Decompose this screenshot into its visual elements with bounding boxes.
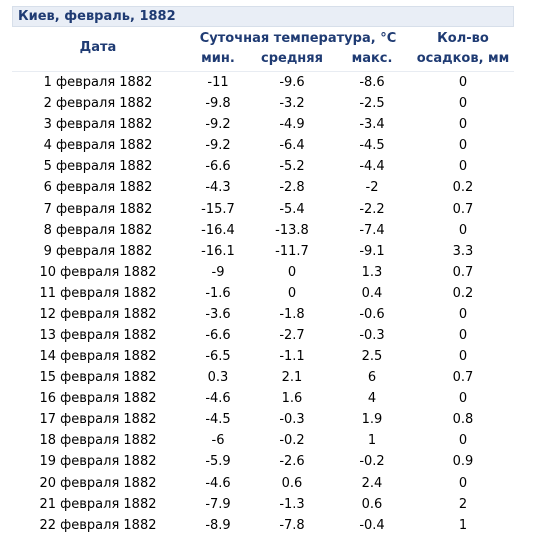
cell-max: -0.6	[359, 306, 385, 322]
cell-max: 6	[367, 370, 377, 386]
table-row	[12, 198, 514, 219]
cell-avg: -11.7	[275, 243, 309, 259]
cell-precip: 0.8	[452, 412, 474, 428]
cell-precip: 0	[458, 117, 468, 133]
cell-min: -4.5	[205, 412, 231, 428]
cell-date: 9 февраля 1882	[43, 243, 153, 259]
cell-precip: 0.7	[452, 370, 474, 386]
cell-min: -9	[211, 264, 225, 280]
header-precip-line2: осадков, мм	[416, 51, 510, 66]
cell-max: 1	[367, 433, 377, 449]
cell-min: -16.1	[201, 243, 235, 259]
table-row	[12, 472, 514, 493]
cell-precip: 0	[458, 475, 468, 491]
cell-precip: 0	[458, 433, 468, 449]
cell-min: -7.9	[205, 496, 231, 512]
cell-min: -9.2	[205, 138, 231, 154]
cell-date: 10 февраля 1882	[39, 264, 157, 280]
cell-avg: -5.2	[279, 159, 305, 175]
cell-avg: -2.8	[279, 180, 305, 196]
cell-precip: 0	[458, 391, 468, 407]
cell-avg: -3.2	[279, 96, 305, 112]
cell-max: -4.4	[359, 159, 385, 175]
cell-max: 2.4	[361, 475, 383, 491]
cell-avg: -0.2	[279, 433, 305, 449]
cell-min: -6.5	[205, 349, 231, 365]
table-row	[12, 451, 514, 472]
table-row	[12, 409, 514, 430]
cell-max: 4	[367, 391, 377, 407]
table-body	[12, 72, 514, 536]
cell-avg: -5.4	[279, 201, 305, 217]
table-row	[12, 241, 514, 262]
table-row	[12, 346, 514, 367]
cell-precip: 0	[458, 159, 468, 175]
cell-avg: -2.6	[279, 454, 305, 470]
cell-date: 4 февраля 1882	[43, 138, 153, 154]
cell-min: -9.8	[205, 96, 231, 112]
cell-date: 7 февраля 1882	[43, 201, 153, 217]
cell-max: 1.3	[361, 264, 383, 280]
cell-min: -6.6	[205, 327, 231, 343]
table-row	[12, 156, 514, 177]
weather-table	[12, 72, 514, 536]
cell-max: -2.2	[359, 201, 385, 217]
cell-max: -3.4	[359, 117, 385, 133]
cell-date: 12 февраля 1882	[39, 306, 157, 322]
table-row	[12, 220, 514, 241]
cell-date: 16 февраля 1882	[39, 391, 157, 407]
table-title: Киев, февраль, 1882	[12, 6, 514, 27]
cell-min: -5.9	[205, 454, 231, 470]
cell-avg: -0.3	[279, 412, 305, 428]
cell-precip: 0	[458, 75, 468, 91]
table-row	[12, 430, 514, 451]
cell-avg: -1.1	[279, 349, 305, 365]
header-max: макс.	[351, 51, 393, 66]
cell-date: 3 февраля 1882	[43, 117, 153, 133]
table-row	[12, 325, 514, 346]
cell-max: -9.1	[359, 243, 385, 259]
table-row	[12, 177, 514, 198]
table-row	[12, 283, 514, 304]
cell-precip: 2	[458, 496, 468, 512]
cell-min: -11	[207, 75, 229, 91]
table-row	[12, 93, 514, 114]
cell-max: 1.9	[361, 412, 383, 428]
cell-precip: 0	[458, 138, 468, 154]
cell-precip: 0.2	[452, 180, 474, 196]
cell-max: 0.6	[361, 496, 383, 512]
cell-avg: 0	[287, 264, 297, 280]
table-row	[12, 72, 514, 93]
cell-date: 22 февраля 1882	[39, 517, 157, 533]
cell-date: 6 февраля 1882	[43, 180, 153, 196]
cell-precip: 3.3	[452, 243, 474, 259]
header-temperature: Суточная температура, °С	[199, 31, 397, 46]
cell-min: -6.6	[205, 159, 231, 175]
cell-date: 5 февраля 1882	[43, 159, 153, 175]
cell-max: -0.3	[359, 327, 385, 343]
cell-date: 21 февраля 1882	[39, 496, 157, 512]
cell-avg: 0.6	[281, 475, 303, 491]
cell-avg: -7.8	[279, 517, 305, 533]
cell-avg: -9.6	[279, 75, 305, 91]
table-row	[12, 114, 514, 135]
table-row	[12, 135, 514, 156]
header-min: мин.	[201, 51, 235, 66]
header-precip-line1: Кол-во	[437, 31, 489, 46]
cell-precip: 0.9	[452, 454, 474, 470]
cell-avg: -1.8	[279, 306, 305, 322]
cell-date: 20 февраля 1882	[39, 475, 157, 491]
cell-date: 19 февраля 1882	[39, 454, 157, 470]
cell-precip: 0	[458, 306, 468, 322]
cell-avg: -4.9	[279, 117, 305, 133]
header-avg: средняя	[260, 51, 323, 66]
cell-avg: -6.4	[279, 138, 305, 154]
cell-precip: 1	[458, 517, 468, 533]
table-row	[12, 515, 514, 536]
cell-precip: 0	[458, 96, 468, 112]
cell-precip: 0.7	[452, 201, 474, 217]
cell-precip: 0	[458, 349, 468, 365]
cell-date: 18 февраля 1882	[39, 433, 157, 449]
cell-precip: 0.2	[452, 285, 474, 301]
table-row	[12, 304, 514, 325]
cell-min: -4.6	[205, 391, 231, 407]
cell-max: -4.5	[359, 138, 385, 154]
cell-precip: 0.7	[452, 264, 474, 280]
cell-avg: -2.7	[279, 327, 305, 343]
table-row	[12, 262, 514, 283]
cell-max: -0.2	[359, 454, 385, 470]
cell-min: -4.3	[205, 180, 231, 196]
cell-max: -0.4	[359, 517, 385, 533]
cell-max: -7.4	[359, 222, 385, 238]
cell-max: -2	[365, 180, 379, 196]
cell-min: -1.6	[205, 285, 231, 301]
cell-precip: 0	[458, 327, 468, 343]
cell-date: 2 февраля 1882	[43, 96, 153, 112]
cell-min: -8.9	[205, 517, 231, 533]
cell-min: -4.6	[205, 475, 231, 491]
cell-avg: 2.1	[281, 370, 303, 386]
header-date: Дата	[79, 40, 117, 55]
cell-date: 14 февраля 1882	[39, 349, 157, 365]
table-header	[12, 27, 514, 72]
weather-table-panel	[12, 6, 514, 536]
table-row	[12, 388, 514, 409]
cell-min: -6	[211, 433, 225, 449]
cell-date: 15 февраля 1882	[39, 370, 157, 386]
cell-max: 0.4	[361, 285, 383, 301]
cell-date: 1 февраля 1882	[43, 75, 153, 91]
table-row	[12, 494, 514, 515]
cell-precip: 0	[458, 222, 468, 238]
cell-avg: 1.6	[281, 391, 303, 407]
cell-max: -2.5	[359, 96, 385, 112]
cell-avg: 0	[287, 285, 297, 301]
cell-min: -3.6	[205, 306, 231, 322]
cell-date: 8 февраля 1882	[43, 222, 153, 238]
cell-min: -9.2	[205, 117, 231, 133]
cell-min: -15.7	[201, 201, 235, 217]
cell-date: 13 февраля 1882	[39, 327, 157, 343]
cell-avg: -13.8	[275, 222, 309, 238]
cell-min: -16.4	[201, 222, 235, 238]
cell-date: 17 февраля 1882	[39, 412, 157, 428]
cell-max: 2.5	[361, 349, 383, 365]
cell-min: 0.3	[207, 370, 229, 386]
table-row	[12, 367, 514, 388]
cell-max: -8.6	[359, 75, 385, 91]
cell-date: 11 февраля 1882	[39, 285, 157, 301]
cell-avg: -1.3	[279, 496, 305, 512]
